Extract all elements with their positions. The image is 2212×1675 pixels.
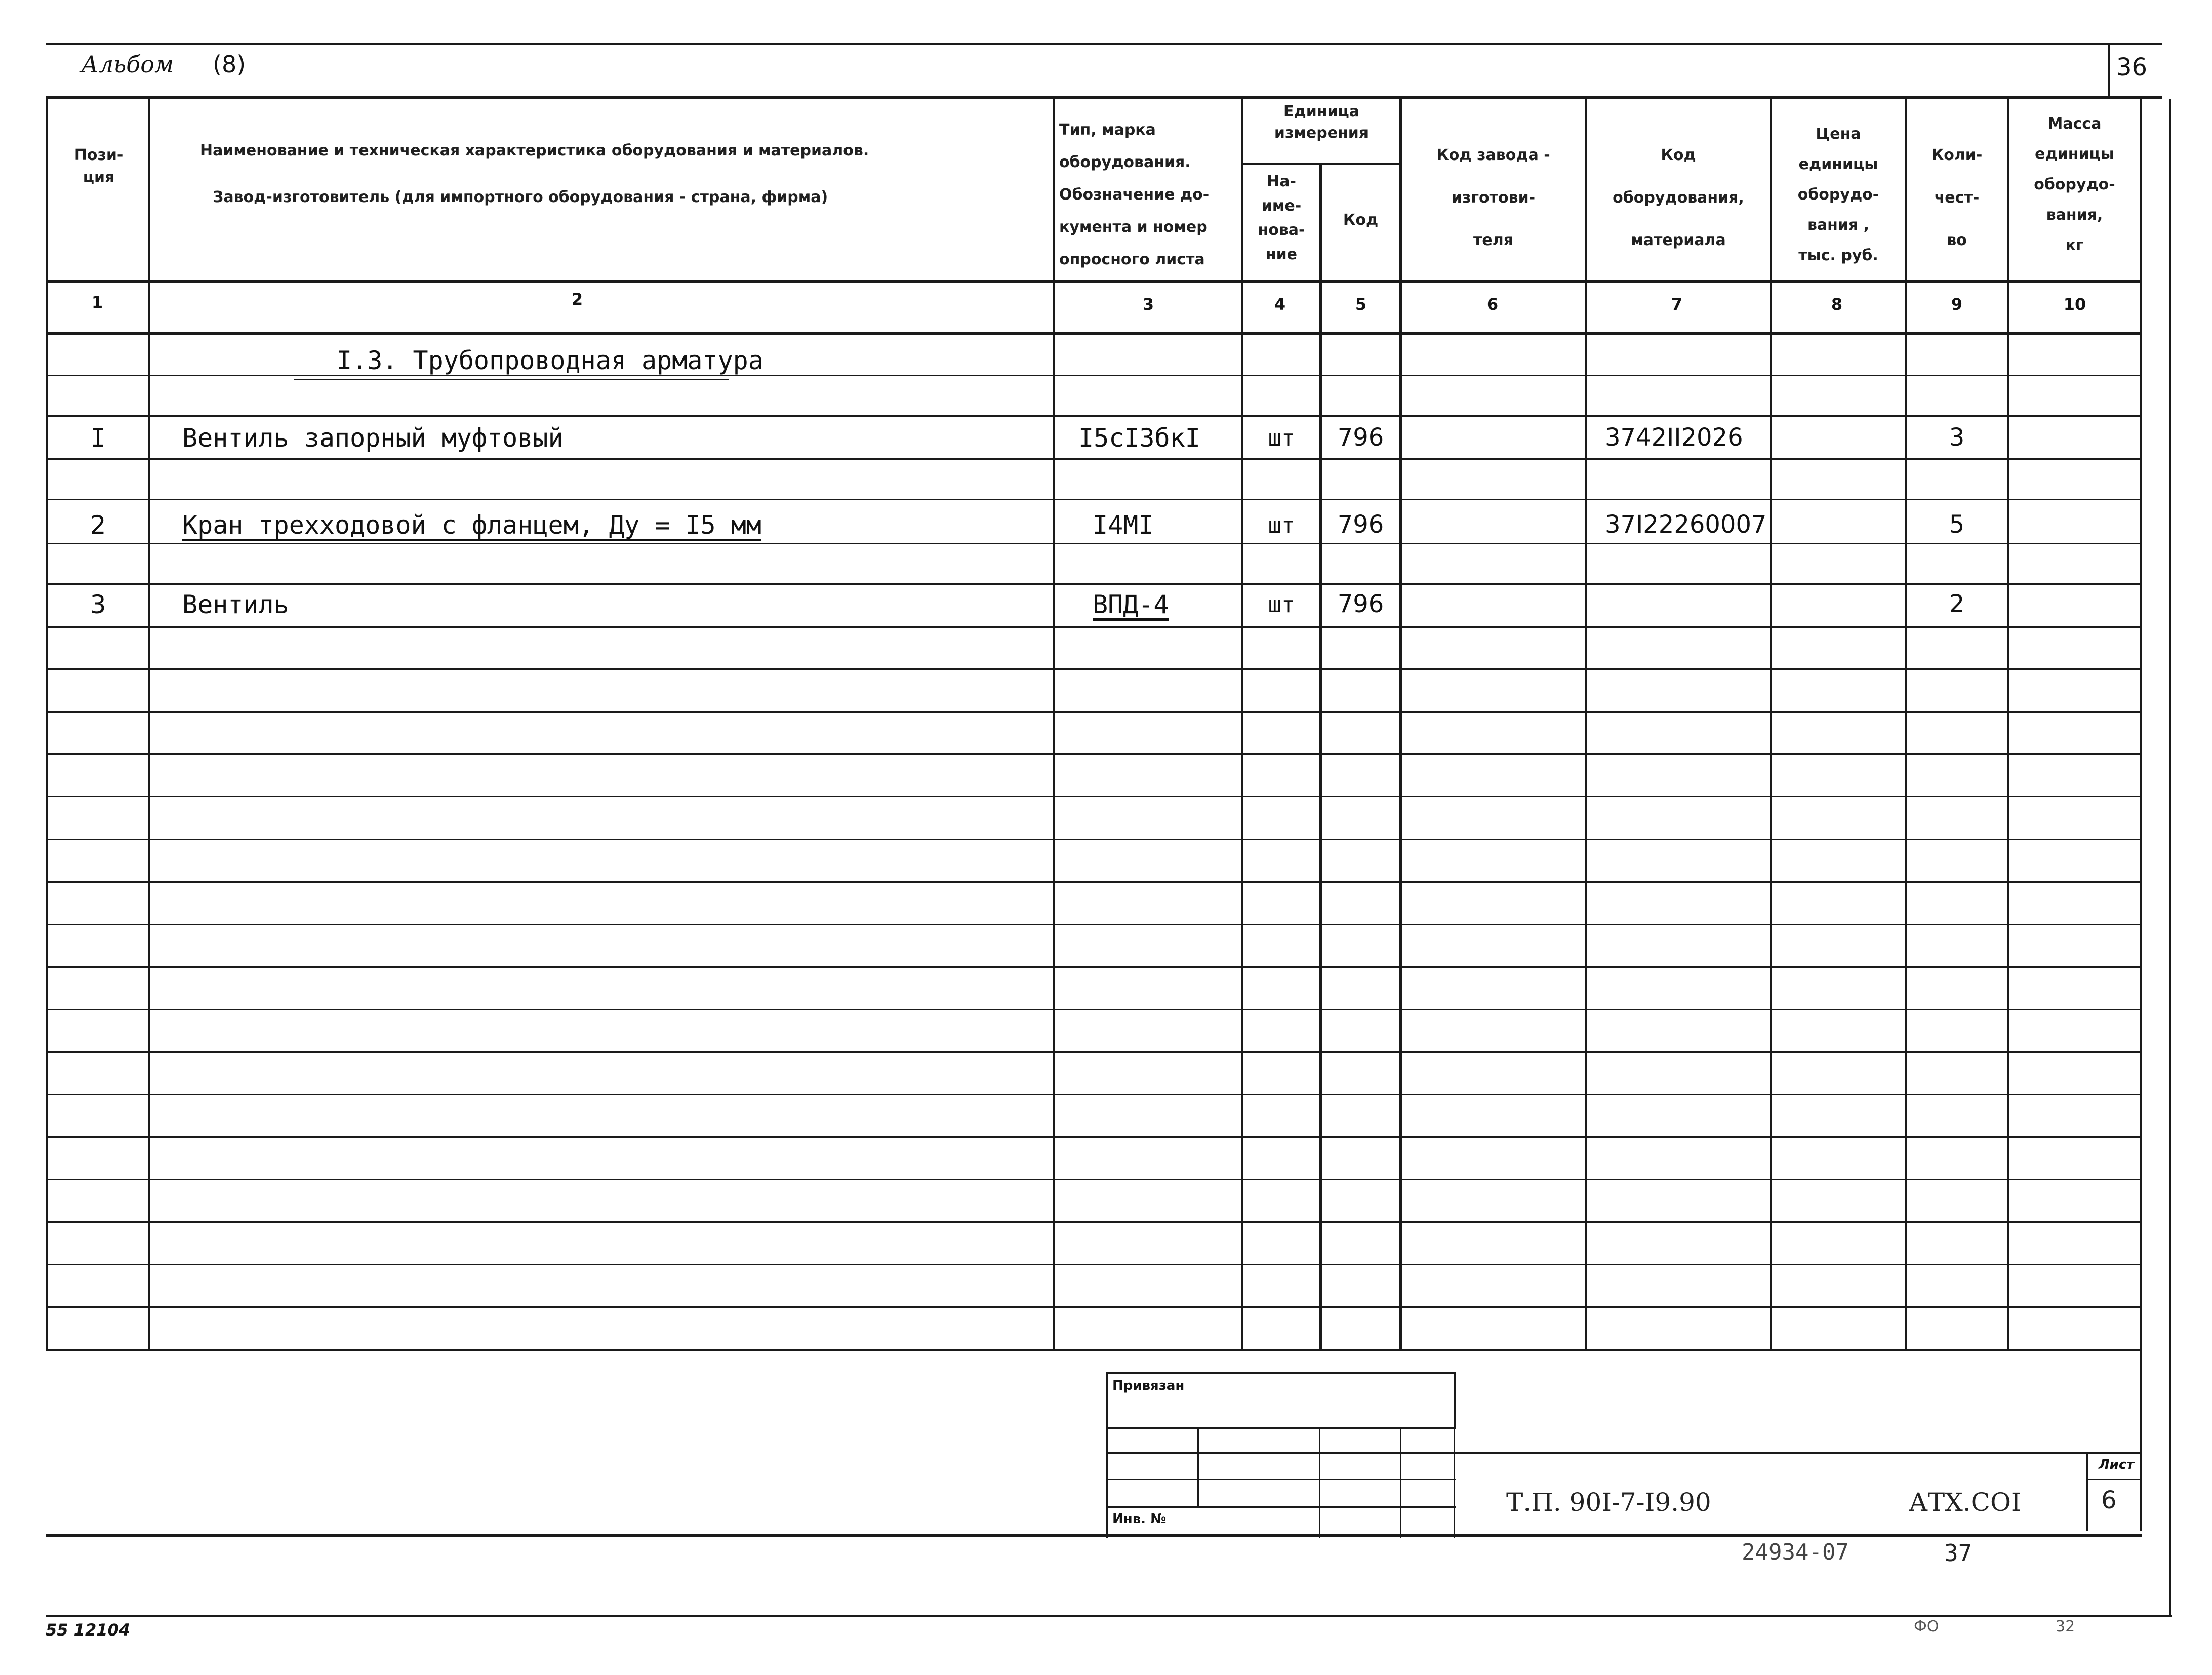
bottom-right-mark-a: ФО — [1914, 1618, 1939, 1636]
stamp-inv-label: Инв. № — [1112, 1511, 1167, 1527]
header-position — [51, 144, 147, 189]
header-position-line: ция — [83, 169, 115, 186]
header-unit-name — [1243, 170, 1319, 267]
header-equipment-code-line: Код — [1661, 146, 1696, 164]
column-number: 9 — [1951, 295, 1963, 314]
column-number: 2 — [571, 290, 583, 309]
sheet-box-line — [2086, 1452, 2088, 1531]
row-equipment-code: 37I22260007 — [1605, 510, 1767, 539]
row-line — [46, 881, 2142, 883]
top-border — [46, 43, 2162, 45]
header-unit-group-line: измерения — [1274, 124, 1369, 142]
sheet-box-line — [2140, 1349, 2142, 1531]
table-top-line — [46, 96, 2162, 99]
stamp-line — [1106, 1427, 1456, 1429]
row-line — [46, 796, 2142, 797]
row-unit: шт — [1268, 592, 1295, 618]
row-name: Вентиль запорный муфтовый — [182, 423, 564, 453]
row-type: I5сI3бкI — [1078, 423, 1200, 453]
row-unit-code: 796 — [1337, 590, 1384, 618]
header-price-line: тыс. руб. — [1798, 247, 1878, 264]
row-name: Вентиль — [182, 590, 289, 619]
row-position: I — [90, 423, 106, 453]
header-unit-code: Код — [1343, 211, 1379, 229]
header-equipment-code-line: оборудования, — [1613, 189, 1744, 207]
row-line — [46, 924, 2142, 925]
row-unit-code: 796 — [1337, 510, 1384, 539]
row-unit: шт — [1268, 512, 1295, 538]
row-type: I4MI — [1093, 510, 1154, 540]
row-position: 3 — [90, 590, 106, 619]
header-quantity-line: чест- — [1934, 189, 1980, 207]
row-line — [46, 1179, 2142, 1180]
row-position: 2 — [90, 510, 106, 540]
row-line — [46, 1094, 2142, 1095]
stamp-bound-label: Привязан — [1112, 1378, 1185, 1393]
column-number: 10 — [2063, 295, 2086, 314]
header-price-line: единицы — [1798, 155, 1878, 173]
header-price-line: Цена — [1816, 125, 1861, 143]
column-number: 7 — [1671, 295, 1683, 314]
col-line-6 — [1585, 96, 1587, 1351]
header-mass-line: вания, — [2046, 206, 2103, 224]
column-number: 5 — [1355, 295, 1367, 314]
archive-number: 24934-07 — [1742, 1539, 1849, 1565]
header-mass-line: единицы — [2035, 145, 2114, 163]
header-mass-line: оборудо- — [2034, 176, 2115, 193]
header-type-line: кумента и номер — [1059, 218, 1208, 236]
stamp-line — [1106, 1452, 1456, 1454]
header-price-line: вания , — [1807, 216, 1870, 234]
archive-page: 37 — [1944, 1539, 1973, 1567]
header-bottom-line — [46, 280, 2142, 283]
page-right-line — [2169, 99, 2171, 1615]
page-bottom-line — [46, 1615, 2172, 1617]
row-quantity: 3 — [1949, 423, 1965, 452]
stamp-line — [1106, 1372, 1108, 1538]
header-unit-name-line: име- — [1261, 197, 1302, 215]
row-line — [46, 1136, 2142, 1138]
colnum-bottom-line — [46, 332, 2142, 335]
stamp-line — [1400, 1427, 1401, 1538]
row-line — [46, 415, 2142, 417]
row-line — [46, 499, 2142, 500]
stamp-line — [1454, 1427, 1455, 1538]
header-type-line: опросного листа — [1059, 251, 1205, 268]
header-quantity-line: Коли- — [1931, 146, 1983, 164]
header-type — [1059, 114, 1236, 276]
table-bottom-line — [46, 1349, 2142, 1351]
header-factory-code — [1402, 134, 1585, 262]
header-name-line: Завод-изготовитель (для импортного оборудования - страна, фирма) — [213, 188, 828, 206]
album-label: Альбом — [81, 51, 174, 78]
page-number-box-left — [2108, 43, 2110, 99]
row-line — [46, 711, 2142, 713]
row-line — [46, 966, 2142, 968]
sheet-box-line — [2086, 1479, 2142, 1480]
column-number: 6 — [1486, 295, 1499, 314]
form-code: 55 12104 — [46, 1620, 130, 1640]
album-number: (8) — [213, 51, 246, 78]
header-unit-name-line: ние — [1265, 246, 1298, 263]
col-line-3 — [1241, 96, 1243, 1351]
stamp-bottom-line — [46, 1534, 2142, 1537]
stamp-line — [1454, 1452, 2142, 1454]
header-quantity — [1907, 134, 2007, 262]
header-type-line: Тип, марка — [1059, 121, 1156, 139]
col-line-2 — [1053, 96, 1055, 1351]
header-factory-code-line: теля — [1473, 231, 1513, 249]
row-line — [46, 668, 2142, 670]
sheet-number: 6 — [2101, 1486, 2117, 1514]
row-unit-code: 796 — [1337, 423, 1384, 452]
column-number: 4 — [1274, 295, 1286, 314]
sheet-label: Лист — [2099, 1457, 2135, 1472]
stamp-line — [1106, 1372, 1456, 1374]
col-line-9 — [2007, 96, 2009, 1351]
header-mass-line: Масса — [2047, 115, 2102, 133]
header-mass — [2009, 109, 2140, 261]
col-line-8 — [1905, 96, 1907, 1351]
row-line — [46, 1009, 2142, 1010]
row-type: ВПД-4 — [1093, 590, 1169, 619]
stamp-line — [1454, 1372, 1456, 1428]
stamp-line — [1106, 1479, 1456, 1480]
row-name: Кран трехходовой с фланцем, Ду = I5 мм — [182, 510, 761, 540]
row-line — [46, 839, 2142, 840]
doc-code: Т.П. 90I-7-I9.90 — [1506, 1488, 1711, 1517]
row-equipment-code: 3742II2026 — [1605, 423, 1743, 452]
col-line-7 — [1770, 96, 1772, 1351]
row-line — [46, 543, 2142, 544]
header-equipment-code-line: материала — [1631, 231, 1726, 249]
section-title-underline — [294, 379, 729, 380]
header-price-line: оборудо- — [1797, 186, 1879, 204]
header-position-line: Пози- — [74, 146, 124, 164]
header-factory-code-line: изготови- — [1451, 189, 1536, 207]
row-line — [46, 1306, 2142, 1308]
stamp-line — [1106, 1506, 1456, 1508]
header-equipment-code — [1587, 134, 1770, 262]
stamp-line — [1197, 1427, 1199, 1508]
header-type-line: Обозначение до- — [1059, 186, 1210, 204]
header-unit-name-line: На- — [1267, 173, 1296, 190]
page-number: 36 — [2116, 53, 2148, 82]
header-unit-group-line: Единица — [1283, 103, 1359, 121]
column-number: 8 — [1831, 295, 1843, 314]
header-name-line: Наименование и техническая характеристика оборудования и материалов. — [200, 142, 869, 159]
column-number: 1 — [91, 293, 103, 312]
header-unit-name-line: нова- — [1258, 221, 1305, 239]
section-title: I.3. Трубопроводная арматура — [337, 346, 763, 375]
header-factory-code-line: Код завода - — [1436, 146, 1550, 164]
header-mass-line: кг — [2065, 236, 2084, 254]
row-line — [46, 753, 2142, 755]
doc-mark: АТХ.СОI — [1909, 1488, 2021, 1517]
column-number: 3 — [1142, 295, 1154, 314]
col-line-5 — [1399, 96, 1402, 1351]
header-unit-group — [1243, 101, 1399, 144]
row-line — [46, 1051, 2142, 1053]
row-line — [46, 1264, 2142, 1265]
stamp-line — [1319, 1427, 1320, 1538]
header-quantity-line: во — [1947, 231, 1967, 249]
row-line — [46, 458, 2142, 460]
col-line-1 — [148, 96, 150, 1351]
row-quantity: 2 — [1949, 590, 1965, 618]
row-line — [46, 583, 2142, 585]
header-type-line: оборудования. — [1059, 153, 1191, 171]
row-line — [46, 626, 2142, 628]
row-line — [46, 1221, 2142, 1223]
row-unit: шт — [1268, 425, 1295, 451]
row-quantity: 5 — [1949, 510, 1965, 539]
col-line-4 — [1319, 163, 1322, 1351]
bottom-right-mark-b: 32 — [2056, 1618, 2075, 1636]
col-line-0 — [46, 96, 48, 1351]
header-price — [1772, 119, 1905, 271]
col-line-10 — [2140, 96, 2142, 1351]
